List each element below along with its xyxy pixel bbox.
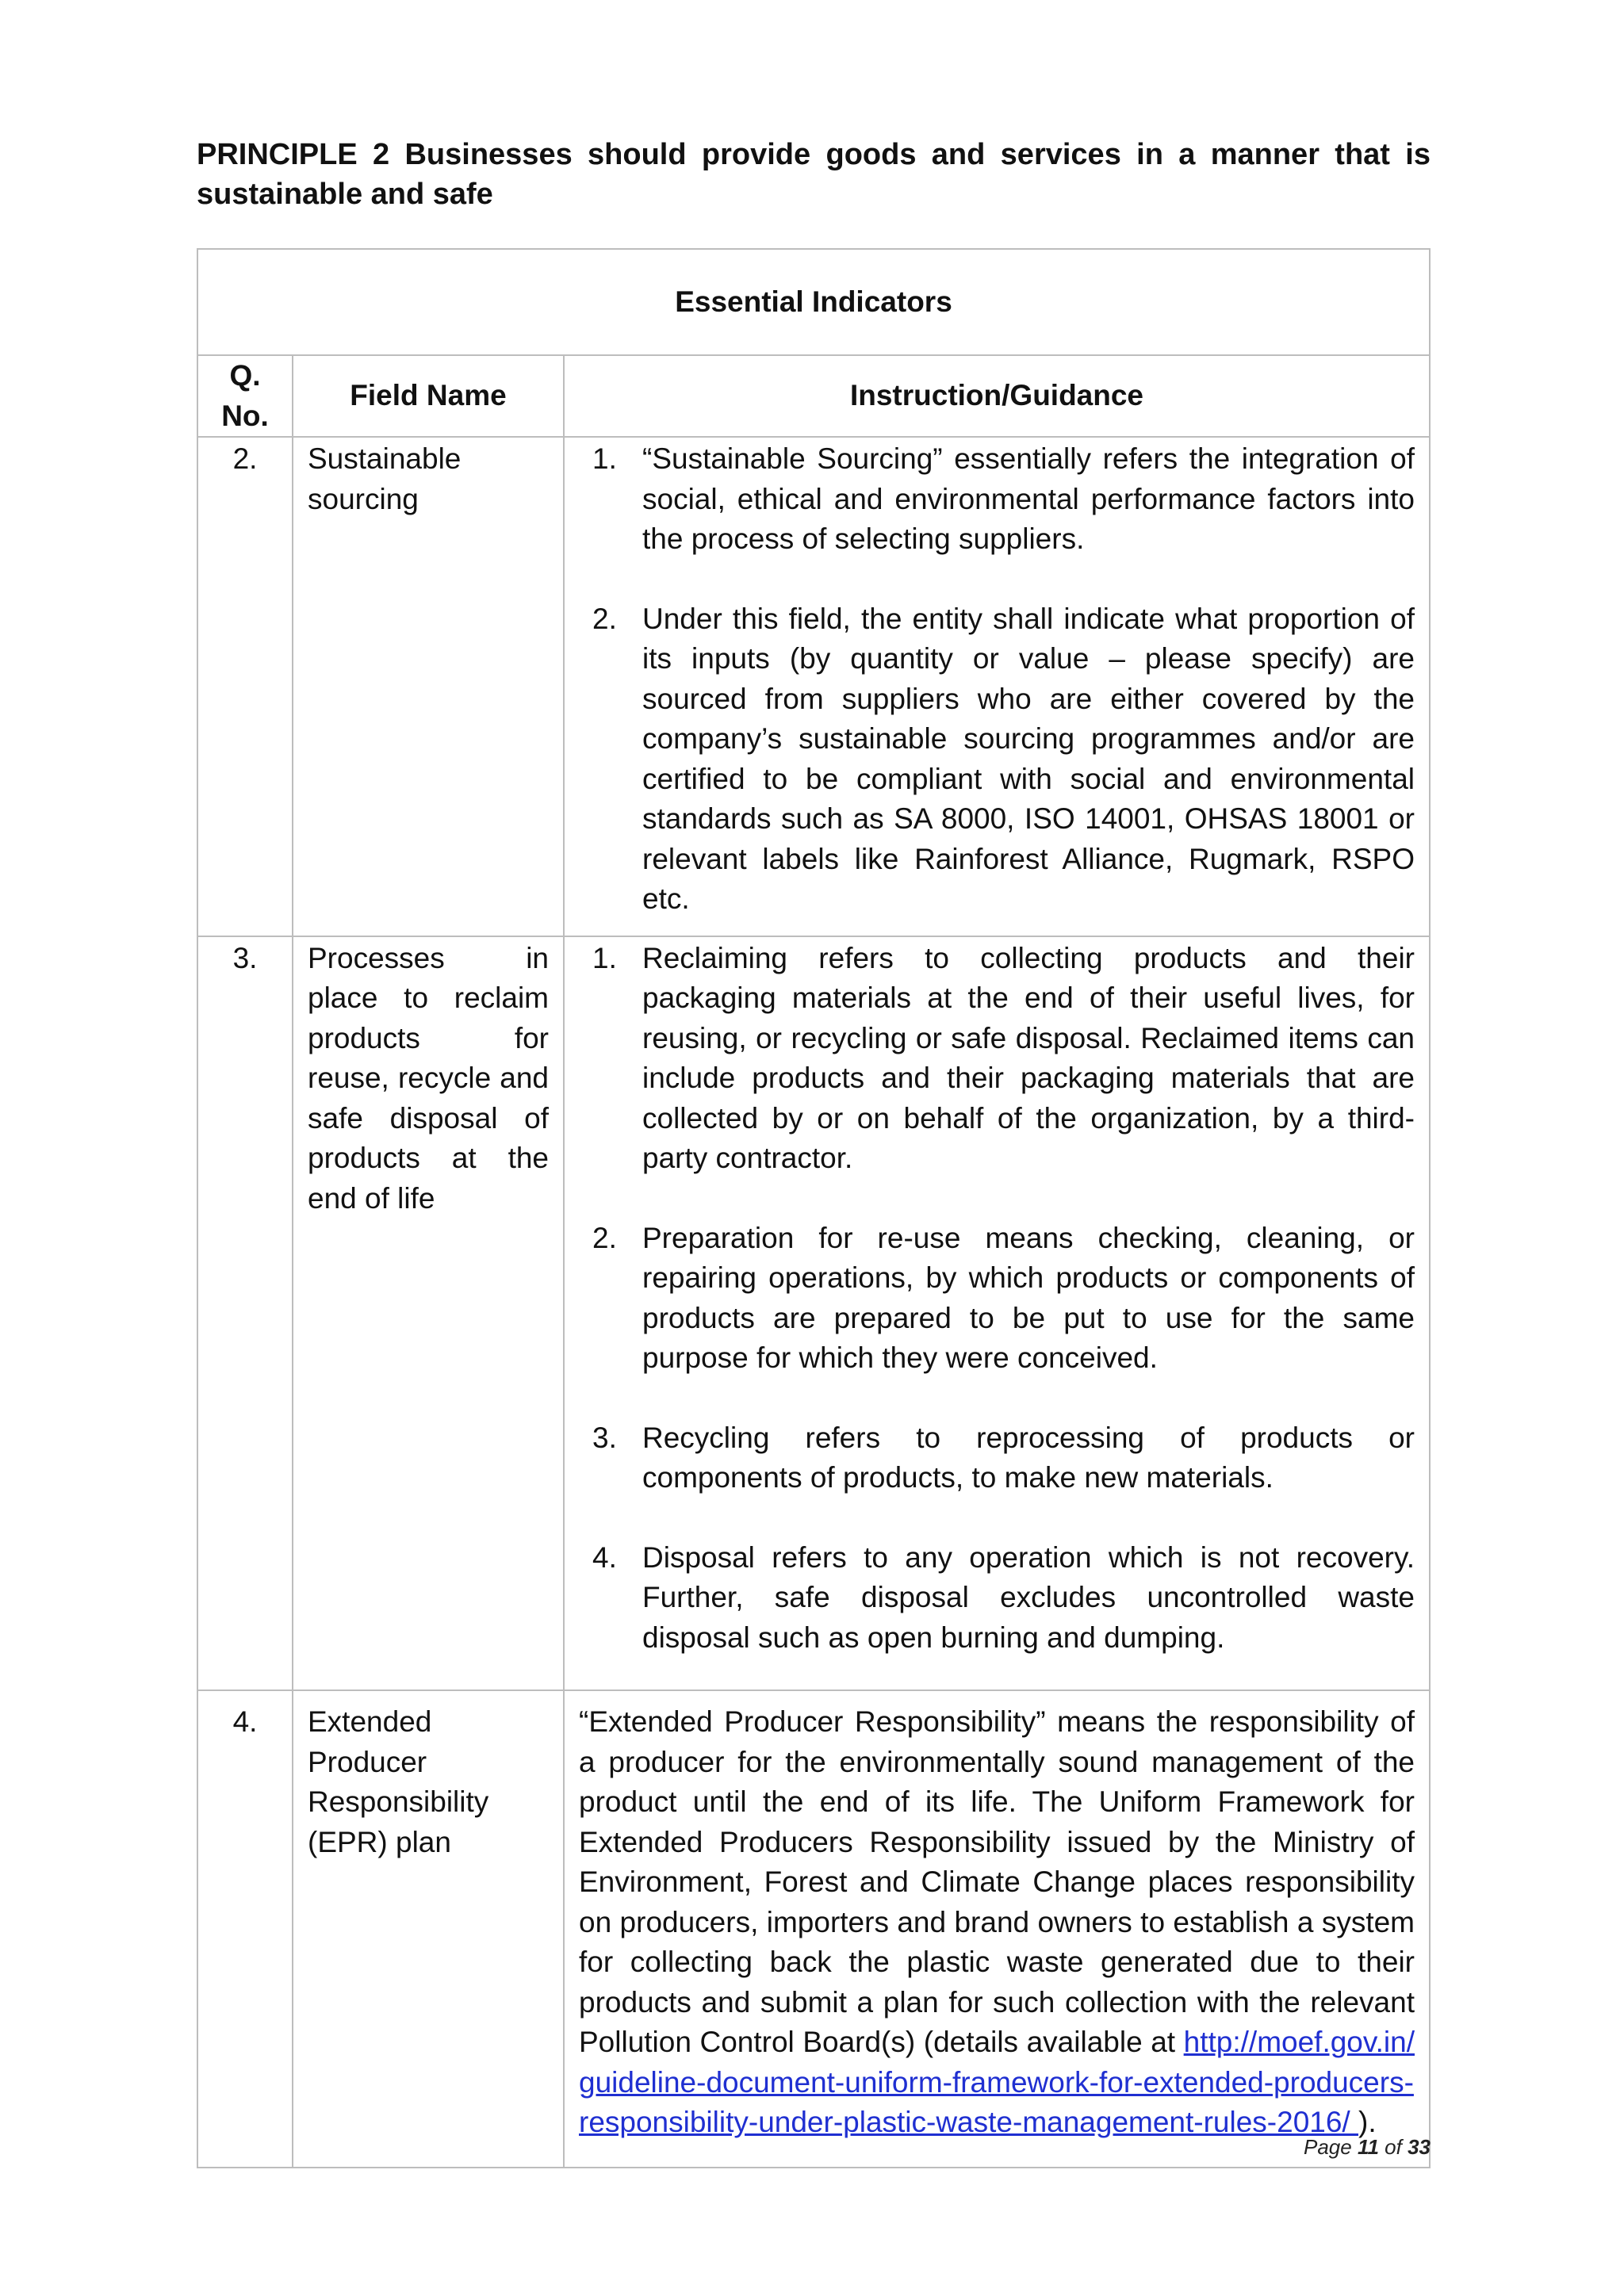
item-text: Reclaiming refers to collecting products and their packaging materials at the end of their useful lives, for reusing, or recycling or safe disposal. Reclaimed items can include products and their packaging materials that are collected by or on behalf of the organization, by a third-party contractor. bbox=[642, 941, 1415, 1174]
guidance-item bbox=[579, 1418, 1415, 1498]
item-text: Recycling refers to reprocessing of products or components of products, to make new materials. bbox=[642, 1421, 1415, 1494]
epr-guideline-link[interactable]: http://moef.gov.in/guideline-document-uniform-framework-for-extended-producers-responsibility-under-plastic-waste-management-rules-2016/ bbox=[579, 2026, 1415, 2138]
table-row bbox=[197, 1690, 1430, 2168]
item-number: 2. bbox=[592, 602, 617, 635]
item-text: Under this field, the entity shall indicate what proportion of its inputs (by quantity or value – please specify) are sourced from suppliers who are either covered by the company’s sustainable sourcing programmes and/or are certified to be compliant with social and environmental standards such as SA 8000, ISO 14001, OHSAS 18001 or relevant labels like Rainforest Alliance, Rugmark, RSPO etc. bbox=[642, 602, 1415, 915]
total-pages: 33 bbox=[1408, 2135, 1431, 2159]
row-qno: 3. bbox=[197, 936, 293, 1691]
item-number: 2. bbox=[592, 1221, 617, 1254]
table-caption-row bbox=[197, 249, 1430, 355]
guidance-item bbox=[579, 1538, 1415, 1659]
item-text: Disposal refers to any operation which is not recovery. Further, safe disposal excludes uncontrolled waste disposal such as open burning and dumping. bbox=[642, 1540, 1415, 1654]
item-text: “Sustainable Sourcing” essentially refers the integration of social, ethical and environmental performance factors into the process of selecting suppliers. bbox=[642, 442, 1415, 555]
row-guidance bbox=[564, 1690, 1430, 2168]
row-guidance bbox=[564, 936, 1430, 1691]
current-page: 11 bbox=[1357, 2135, 1379, 2159]
header-field-name: Field Name bbox=[293, 355, 564, 437]
epr-text: “Extended Producer Responsibility” means the responsibility of a producer for the environmentally sound management of the product until the end of its life. The Uniform Framework for Extended Producers Responsibility issued by the Ministry of Environment, Forest and Climate Change places responsibility on producers, importers and brand owners to establish a system for collecting back the plastic waste generated due to their products and submit a plan for such collection with the relevant Pollution Control Board(s) (details available at bbox=[579, 1705, 1415, 2058]
item-number: 1. bbox=[592, 442, 617, 475]
page-prefix: Page bbox=[1303, 2135, 1358, 2159]
guidance-item bbox=[579, 599, 1415, 920]
epr-text-end: ). bbox=[1358, 2106, 1377, 2138]
table-caption: Essential Indicators bbox=[197, 249, 1430, 355]
row-qno: 2. bbox=[197, 437, 293, 936]
header-qno: Q. No. bbox=[197, 355, 293, 437]
header-guidance: Instruction/Guidance bbox=[564, 355, 1430, 437]
row-guidance bbox=[564, 437, 1430, 936]
row-qno: 4. bbox=[197, 1690, 293, 2168]
table-header-row bbox=[197, 355, 1430, 437]
principle-heading: PRINCIPLE 2 Businesses should provide goods and services in a manner that is sustainable and safe bbox=[197, 138, 1431, 211]
guidance-item bbox=[579, 939, 1415, 1179]
row-field-name: Sustainable sourcing bbox=[293, 437, 564, 936]
table-row bbox=[197, 437, 1430, 936]
item-number: 4. bbox=[592, 1540, 617, 1574]
row-field-name: Extended Producer Responsibility (EPR) plan bbox=[293, 1690, 564, 2168]
row-field-name: Processes in place to reclaim products for reuse, recycle and safe disposal of products at the end of life bbox=[293, 936, 564, 1691]
essential-indicators-table bbox=[197, 248, 1431, 2168]
item-text: Preparation for re-use means checking, cleaning, or repairing operations, by which products or components of products are prepared to be put to use for the same purpose for which they were conceived. bbox=[642, 1221, 1415, 1374]
guidance-item bbox=[579, 439, 1415, 560]
item-number: 3. bbox=[592, 1421, 617, 1454]
page-number bbox=[1304, 2135, 1431, 2160]
table-row bbox=[197, 936, 1430, 1691]
item-number: 1. bbox=[592, 941, 617, 974]
page-of: of bbox=[1378, 2135, 1408, 2159]
guidance-item bbox=[579, 1219, 1415, 1379]
